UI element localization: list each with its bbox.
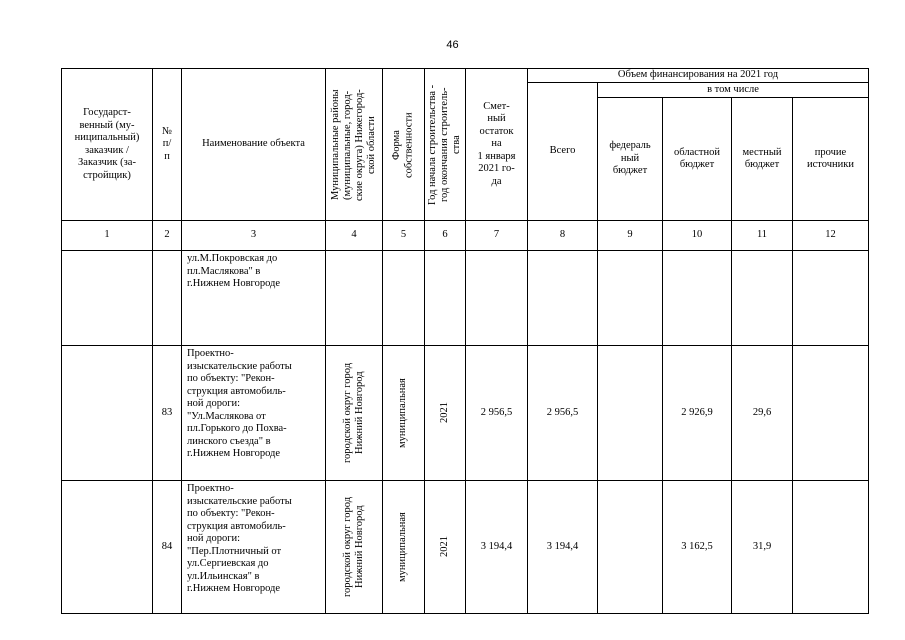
column-number: 3 [182, 221, 326, 251]
cell-ownership-text: муниципальная [397, 512, 409, 582]
cell-regional: 2 926,9 [663, 346, 732, 481]
cell-object-name [182, 346, 326, 481]
cell-total [528, 251, 598, 346]
header-local-text: местный бюджет [742, 146, 782, 170]
column-number: 8 [528, 221, 598, 251]
cell-ownership [383, 481, 425, 614]
cell-years [425, 251, 466, 346]
header-regional [663, 98, 732, 221]
cell-object-name-text: ул.М.Покровская до пл.Маслякова" в г.Нижнем Новгороде [187, 253, 281, 289]
page-number: 46 [446, 39, 459, 51]
cell-federal [598, 481, 663, 614]
header-number-text: № п/ п [161, 125, 173, 162]
header-years [425, 69, 466, 221]
cell-object-name [182, 481, 326, 614]
cell-regional: 3 162,5 [663, 481, 732, 614]
cell-other [793, 346, 869, 481]
cell-other [793, 481, 869, 614]
header-customer [62, 69, 153, 221]
header-years-text: Год начала строительства - год окончания строитель- ства [427, 84, 462, 205]
header-district [326, 69, 383, 221]
cell-federal [598, 346, 663, 481]
header-incl-group: в том числе [598, 83, 869, 98]
header-object-name-text: Наименование объекта [202, 138, 305, 150]
cell-customer [62, 346, 153, 481]
cell-local: 29,6 [732, 346, 793, 481]
cell-customer [62, 481, 153, 614]
cell-ownership [383, 346, 425, 481]
cell-object-name-text: Проектно- изыскательские работы по объекту: "Рекон- струкция автомобиль- ной дороги: "Пер.Плотничный от ул.Сергиевская до ул.Ильинская" в г.Нижнем Новгороде [187, 483, 292, 594]
column-number: 4 [326, 221, 383, 251]
cell-object-name-text: Проектно- изыскательские работы по объекту: "Рекон- струкция автомобиль- ной дороги: "Ул.Маслякова от пл.Горького до Похва- линского съезда" в г.Нижнем Новгороде [187, 348, 292, 459]
cell-district [326, 346, 383, 481]
cell-district [326, 251, 383, 346]
cell-total: 3 194,4 [528, 481, 598, 614]
header-object-name [182, 69, 326, 221]
table-row [62, 481, 869, 614]
header-remainder [466, 69, 528, 221]
cell-years-text: 2021 [438, 402, 450, 424]
cell-local: 31,9 [732, 481, 793, 614]
header-number [153, 69, 182, 221]
cell-other [793, 251, 869, 346]
cell-federal [598, 251, 663, 346]
header-regional-text: областной бюджет [674, 146, 720, 170]
column-numbers-row [62, 221, 869, 251]
header-remainder-text: Смет- ный остаток на 1 января 2021 го- да [477, 100, 516, 187]
column-number: 10 [663, 221, 732, 251]
column-number: 11 [732, 221, 793, 251]
column-number: 1 [62, 221, 153, 251]
cell-ownership-text: муниципальная [397, 378, 409, 448]
header-federal [598, 98, 663, 221]
cell-district [326, 481, 383, 614]
cell-object-name [182, 251, 326, 346]
column-number: 5 [383, 221, 425, 251]
header-total [528, 83, 598, 221]
header-ownership [383, 69, 425, 221]
cell-total: 2 956,5 [528, 346, 598, 481]
header-other [793, 98, 869, 221]
cell-regional [663, 251, 732, 346]
cell-district-text: городской округ город Нижний Новгород [342, 362, 365, 464]
column-number: 2 [153, 221, 182, 251]
cell-ownership [383, 251, 425, 346]
column-number: 6 [425, 221, 466, 251]
cell-local [732, 251, 793, 346]
cell-years-text: 2021 [438, 536, 450, 558]
header-ownership-text: Форма собственности [391, 111, 415, 178]
header-other-text: прочие источники [807, 146, 854, 170]
header-funding-group: Объем финансирования на 2021 год [528, 69, 869, 83]
header-district-text: Муниципальные районы (муниципальные, город- ские округа) Нижегород- ской области [330, 88, 377, 201]
cell-remainder [466, 251, 528, 346]
column-number: 12 [793, 221, 869, 251]
column-number: 9 [598, 221, 663, 251]
table-row [62, 251, 869, 346]
table-row [62, 346, 869, 481]
column-number: 7 [466, 221, 528, 251]
header-customer-text: Государст- венный (му- ниципальный) заказчик / Заказчик (за- стройщик) [74, 107, 140, 181]
cell-remainder: 3 194,4 [466, 481, 528, 614]
cell-number: 84 [153, 481, 182, 614]
financing-table [61, 68, 869, 614]
header-federal-text: федераль ный бюджет [609, 140, 651, 177]
cell-years [425, 481, 466, 614]
cell-number: 83 [153, 346, 182, 481]
cell-customer [62, 251, 153, 346]
cell-remainder: 2 956,5 [466, 346, 528, 481]
cell-district-text: городской округ город Нижний Новгород [342, 496, 365, 598]
cell-years [425, 346, 466, 481]
header-total-text: Всего [549, 145, 576, 157]
header-local [732, 98, 793, 221]
cell-number [153, 251, 182, 346]
